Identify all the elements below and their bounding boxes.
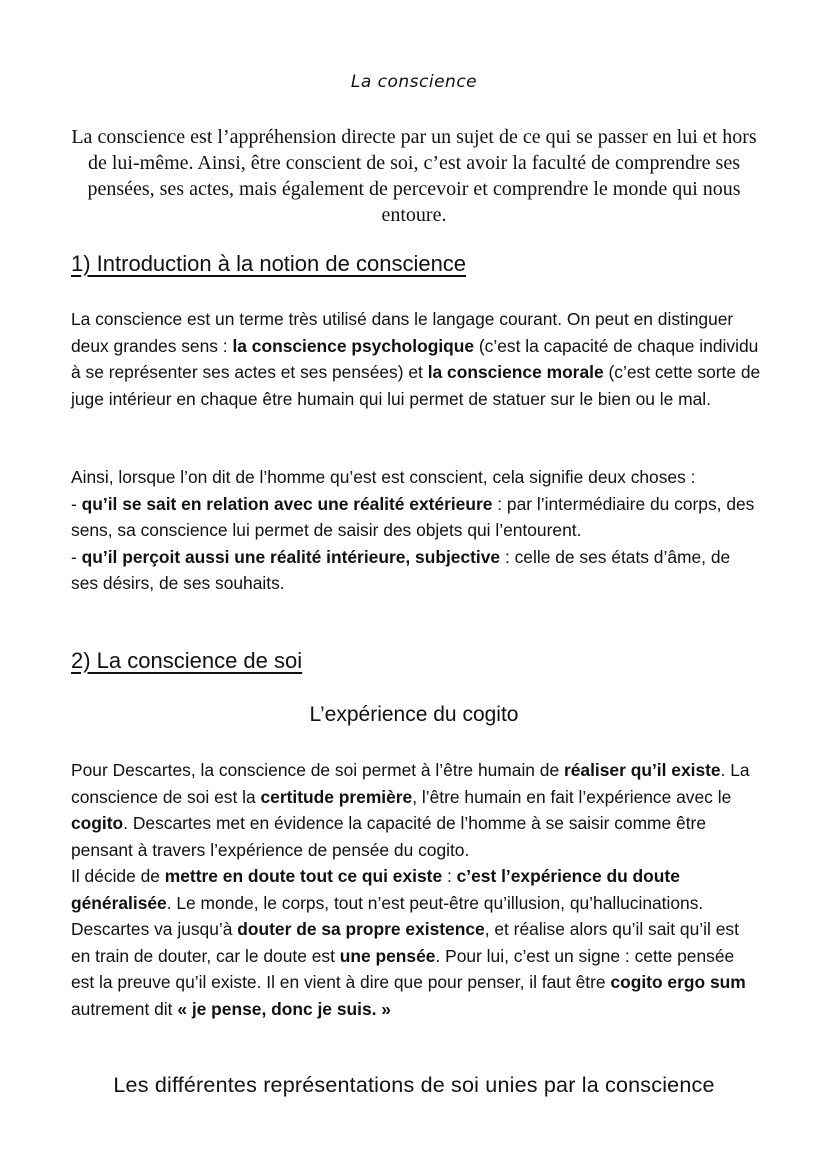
intro-paragraph: La conscience est l’appréhension directe par un sujet de ce qui se passer en lui et hors de lui-même. Ainsi, être conscient de soi, c’est avoir la faculté de comprendre ses pensées, ses actes, mais également de percevoir et comprendre le monde qui nous entoure. [71, 126, 757, 226]
text-run: : [442, 866, 457, 886]
bold-term: cogito [71, 813, 124, 833]
section-1-paragraph-2 [71, 464, 761, 597]
text-run: La conscience est un terme très utilisé dans le langage courant. On peut en distinguer deux grandes sens : [71, 309, 734, 356]
bold-term: qu’il perçoit aussi une réalité intérieure, subjective [81, 546, 501, 567]
cogito-paragraph [71, 757, 761, 1022]
bold-term: douter de sa propre existence [237, 919, 485, 939]
bold-term: « je pense, donc je suis. » [177, 998, 391, 1019]
text-run: Ainsi, lorsque l’on dit de l’homme qu’est est conscient, cela signifie deux choses : [71, 467, 696, 487]
bold-term: qu’il se sait en relation avec une réalité extérieure [81, 493, 493, 514]
section-1-paragraph-1 [71, 306, 761, 412]
section-2-heading: 2) La conscience de soi [71, 648, 303, 673]
text-run: : par l’intermédiaire du corps, des sens, sa conscience lui permet de saisir des objets qui l’entourent. [71, 493, 755, 540]
text-run: , et réalise alors qu’il sait qu’il est en train de douter, car le doute est [71, 919, 739, 966]
text-run: , l’être humain en fait l’expérience avec le [412, 786, 732, 807]
text-run: Il décide de [71, 866, 165, 886]
bold-term: mettre en doute tout ce qui existe [164, 866, 443, 886]
bold-term: la conscience psychologique [232, 335, 475, 356]
bold-term: réaliser qu’il existe [563, 760, 721, 780]
text-run: . Pour lui, c’est un signe : cette pensée est la preuve qu’il existe. Il en vient à dire que pour penser, il faut être [71, 945, 735, 992]
text-run: (c’est cette sorte de juge intérieur en chaque être humain qui lui permet de statuer sur le bien ou le mal. [71, 362, 761, 409]
text-run: . Le monde, le corps, tout n’est peut-être qu’illusion, qu’hallucinations. Descartes va jusqu’à [71, 892, 704, 939]
text-run: : celle de ses états d’âme, de ses désirs, de ses souhaits. [71, 546, 731, 593]
cogito-subheading: L’expérience du cogito [309, 703, 519, 726]
representations-subheading: Les différentes représentations de soi unies par la conscience [113, 1073, 715, 1097]
list-dash: - [71, 546, 82, 567]
bold-term: la conscience morale [427, 362, 604, 382]
text-run: . Descartes met en évidence la capacité de l’homme à se saisir comme être pensant à travers l’expérience de pensée du cogito. [71, 813, 707, 860]
text-run: (c’est la capacité de chaque individu à se représenter ses actes et ses pensées) et [71, 335, 759, 382]
list-dash: - [71, 493, 82, 514]
bold-term: c’est l’expérience du doute généralisée [71, 866, 680, 913]
text-run: autrement dit [71, 998, 178, 1019]
section-1-heading: 1) Introduction à la notion de conscience [71, 251, 467, 276]
bold-term: cogito ergo sum [610, 972, 746, 992]
text-run: Pour Descartes, la conscience de soi permet à l’être humain de [71, 760, 564, 780]
text-run: . La conscience de soi est la [71, 760, 750, 807]
bold-term: une pensée [339, 945, 436, 966]
document-title: La conscience [350, 72, 478, 92]
bold-term: certitude première [260, 786, 413, 807]
